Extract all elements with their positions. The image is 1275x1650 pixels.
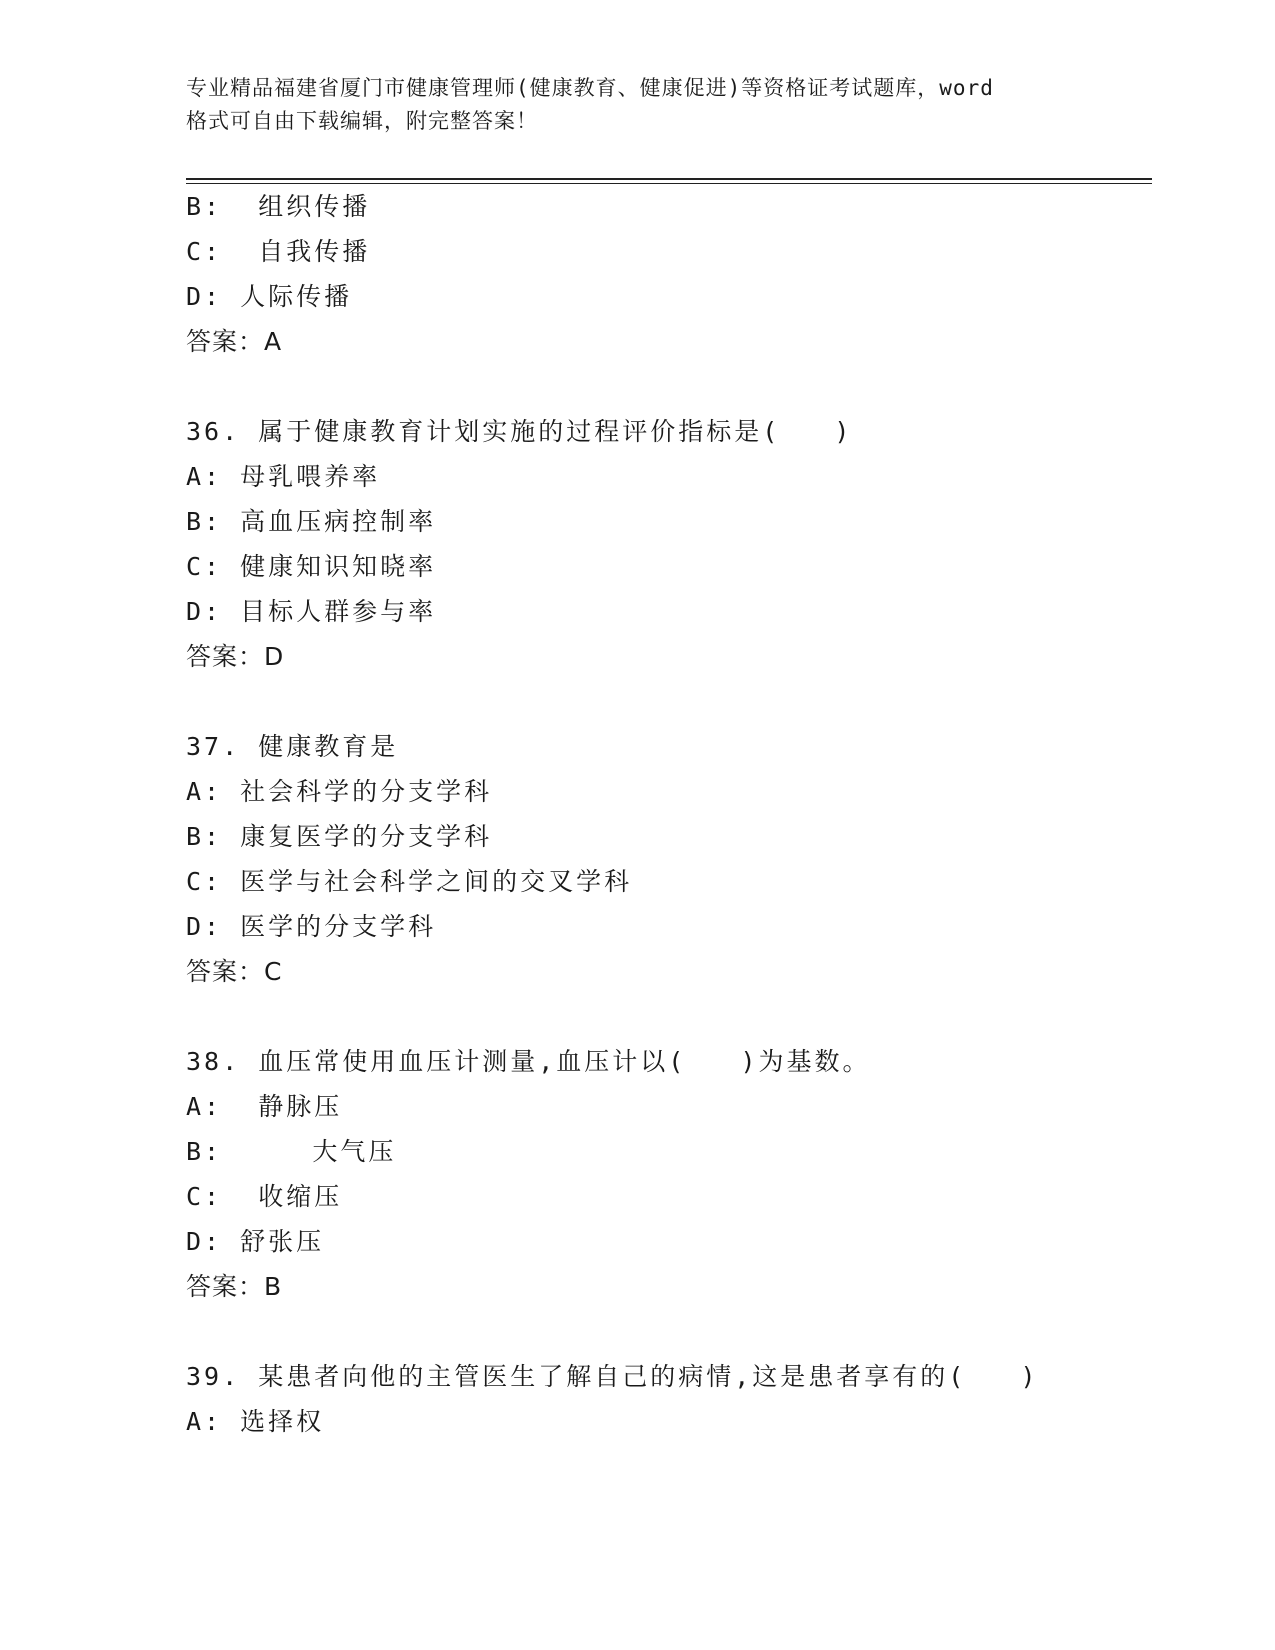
header-line-1: 专业精品福建省厦门市健康管理师(健康教育、健康促进)等资格证考试题库，word: [186, 76, 994, 100]
q39-question: 39. 某患者向他的主管医生了解自己的病情,这是患者享有的( ): [186, 1362, 1039, 1391]
q37-option-b: B: 康复医学的分支学科: [186, 822, 493, 851]
q38-option-a: A: 静脉压: [186, 1092, 343, 1121]
q35-option-d: D: 人际传播: [186, 282, 353, 311]
q36-question: 36. 属于健康教育计划实施的过程评价指标是( ): [186, 417, 853, 446]
q36-option-c: C: 健康知识知晓率: [186, 552, 437, 581]
q38-option-c: C: 收缩压: [186, 1182, 343, 1211]
q36-option-a: A: 母乳喂养率: [186, 462, 381, 491]
q38-option-d: D: 舒张压: [186, 1227, 325, 1256]
q36-option-d: D: 目标人群参与率: [186, 597, 437, 626]
q37-option-c: C: 医学与社会科学之间的交叉学科: [186, 867, 633, 896]
q37-answer: 答案：C: [186, 957, 283, 986]
q38-option-b: B: 大气压: [186, 1137, 397, 1166]
q37-option-a: A: 社会科学的分支学科: [186, 777, 493, 806]
q39-option-a: A: 选择权: [186, 1407, 325, 1436]
q35-option-b: B: 组织传播: [186, 192, 371, 221]
document-header: [186, 72, 1086, 138]
q38-answer: 答案：B: [186, 1272, 283, 1301]
header-divider-thick: [186, 178, 1152, 180]
q35-option-c: C: 自我传播: [186, 237, 371, 266]
header-divider-thin: [186, 183, 1152, 184]
q37-option-d: D: 医学的分支学科: [186, 912, 437, 941]
q36-answer: 答案：D: [186, 642, 285, 671]
q36-option-b: B: 高血压病控制率: [186, 507, 437, 536]
q37-question: 37. 健康教育是: [186, 732, 399, 761]
q38-question: 38. 血压常使用血压计测量,血压计以( )为基数。: [186, 1047, 871, 1076]
q35-answer: 答案：A: [186, 327, 283, 356]
header-line-2: 格式可自由下载编辑，附完整答案！: [186, 109, 538, 133]
